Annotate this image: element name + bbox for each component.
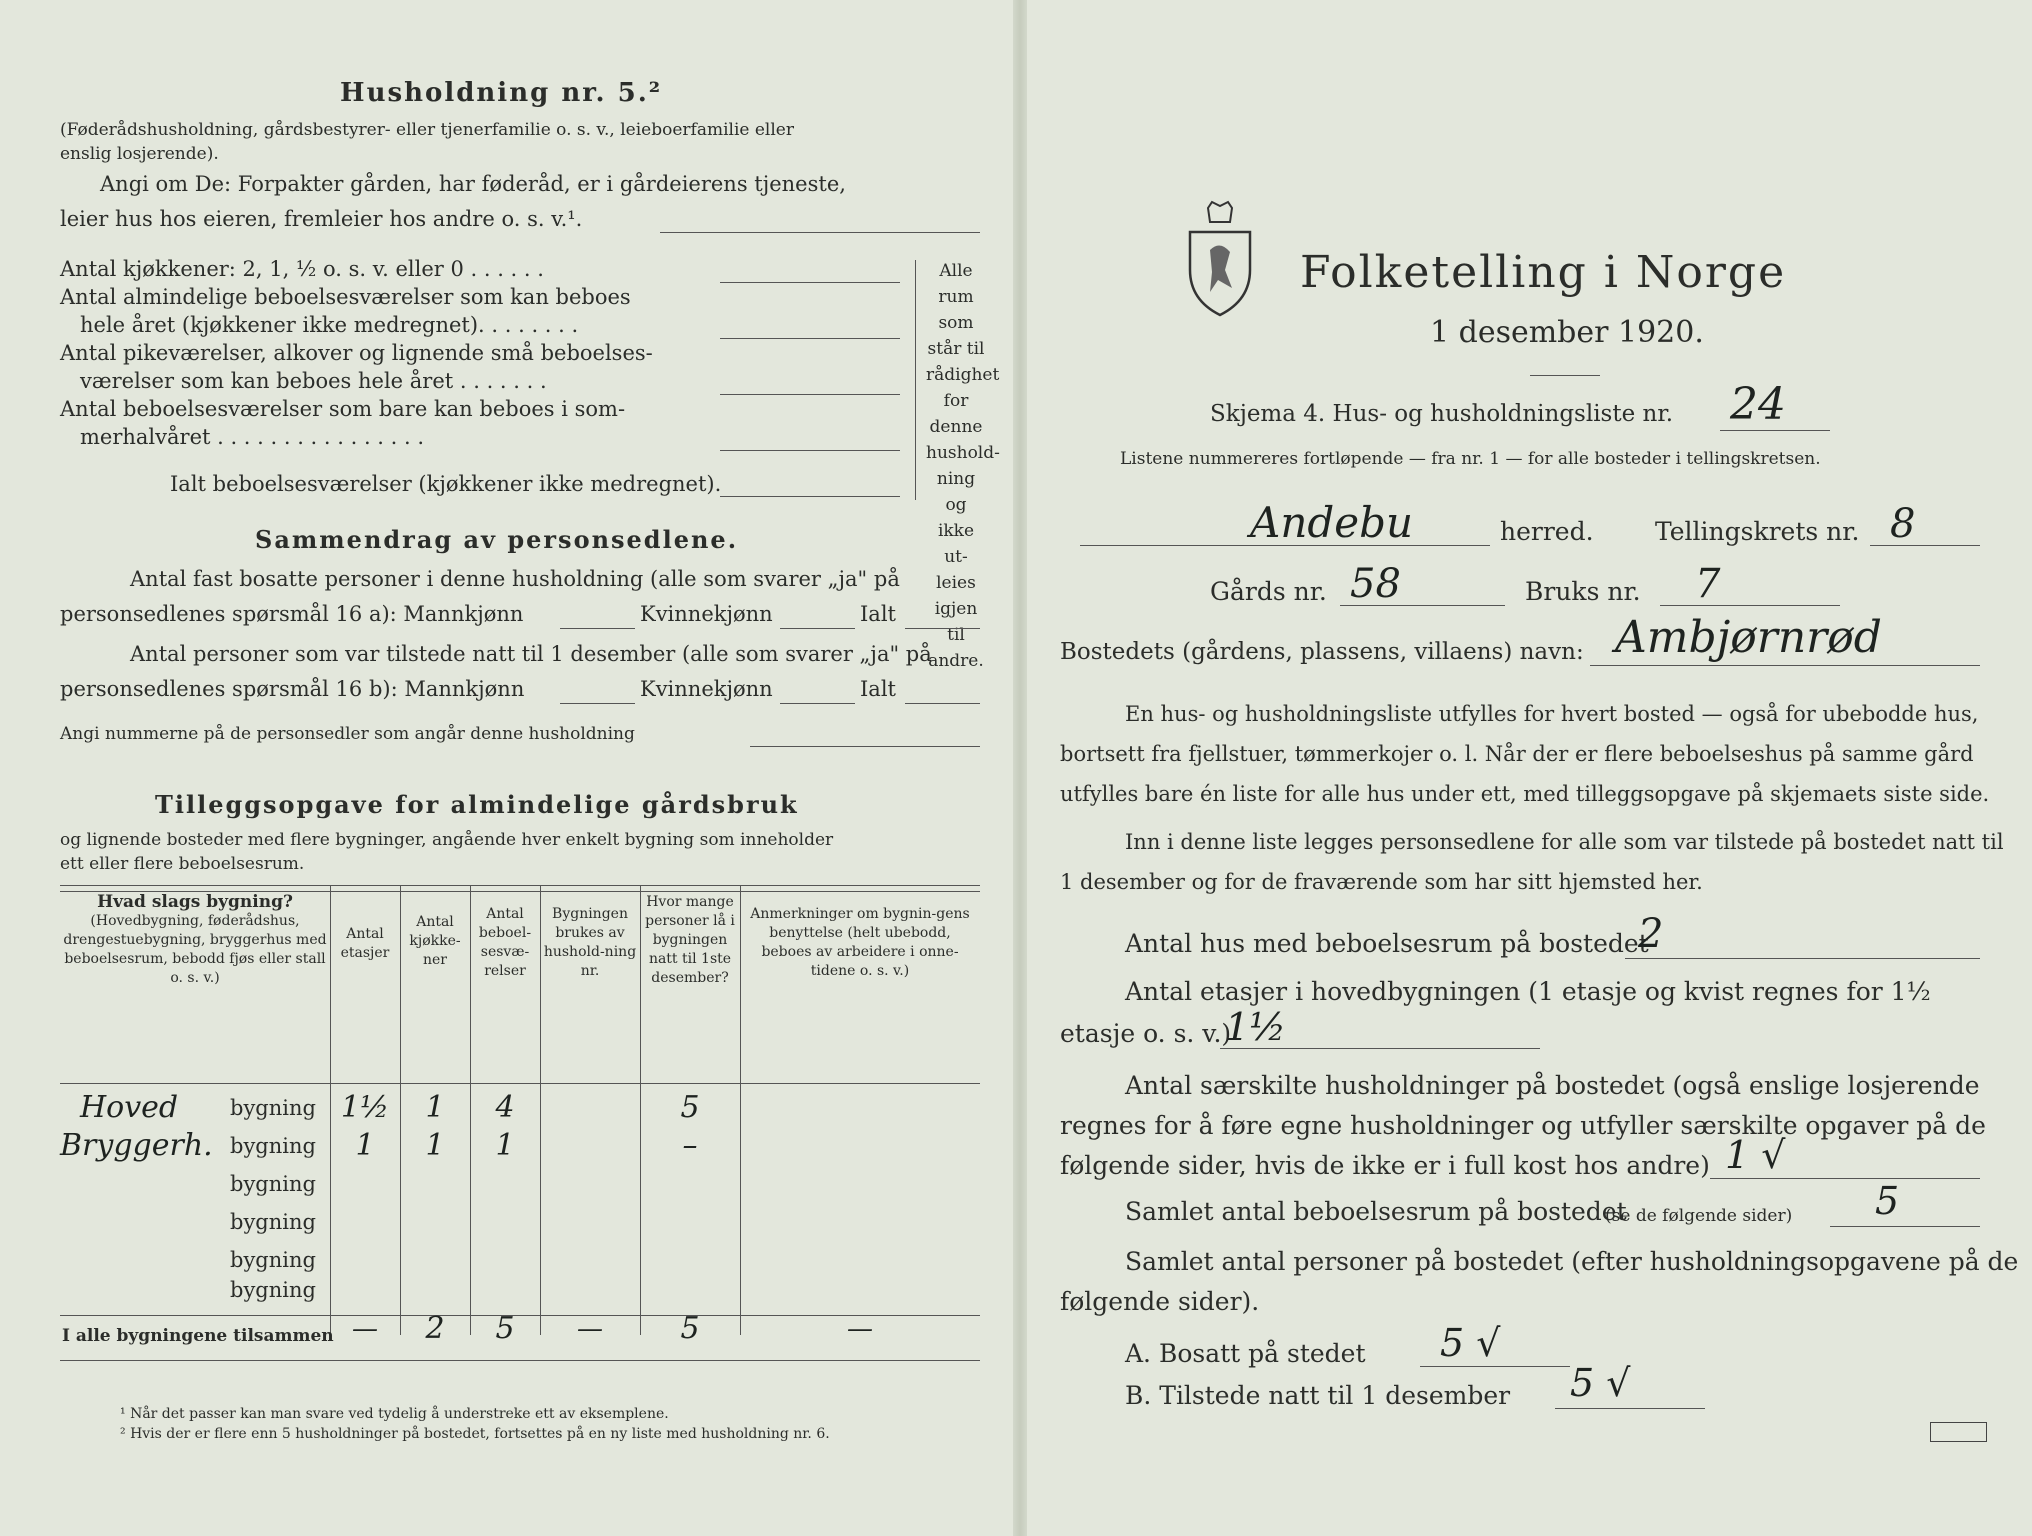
brace-note-line: hushold- <box>926 443 1000 463</box>
hus-value: 2 <box>1638 911 1664 957</box>
skjema-nr-line <box>1720 430 1830 431</box>
tilstede-line <box>1555 1408 1705 1409</box>
herred-line <box>1080 545 1490 546</box>
samlet-pers-line-2: følgende sider). <box>1060 1287 1260 1316</box>
para2-line-1: 1 desember og for de fraværende som har sitt hjemsted her. <box>1060 870 1703 894</box>
samlet-rum-label: Samlet antal beboelsesrum på bostedet <box>1125 1197 1627 1226</box>
angi-line-2: leier hus hos eieren, fremleier hos andre o. s. v.¹. <box>60 207 583 231</box>
header-kjokken: Antal kjøkke-ner <box>409 914 461 968</box>
krets-line <box>1870 545 1980 546</box>
table-row <box>60 1128 980 1166</box>
bruks-value: 7 <box>1695 561 1721 607</box>
gards-line <box>1340 605 1505 606</box>
row-rum: 4 <box>495 1090 515 1125</box>
bosatt-value: 5 √ <box>1440 1321 1501 1365</box>
title-rule <box>1530 375 1600 376</box>
total-kjokken: 2 <box>425 1311 445 1346</box>
sarskilte-line-0: Antal særskilte husholdninger på bostedet (også enslige losjerende <box>1125 1071 1980 1100</box>
etasjer-value: 1½ <box>1225 1005 1287 1049</box>
kvinne-label-1: Kvinnekjønn <box>640 602 773 626</box>
tilstede-label: B. Tilstede natt til 1 desember <box>1125 1381 1511 1410</box>
bosatt-label: A. Bosatt på stedet <box>1125 1339 1366 1368</box>
sarskilte-value: 1 √ <box>1725 1133 1786 1177</box>
krets-value: 8 <box>1890 501 1916 547</box>
room-line-4: værelser som kan beboes hele året . . . . . . . <box>80 369 547 393</box>
header-bygning-title: Hvad slags bygning? <box>97 892 293 912</box>
nummerne-answer-line <box>750 746 980 747</box>
total-anmerkninger: — <box>847 1314 873 1344</box>
left-page <box>60 60 1000 1510</box>
sarskilte-line <box>1710 1178 1980 1179</box>
mann-answer-1 <box>560 628 635 629</box>
ialt-rooms-line: Ialt beboelsesværelser (kjøkkener ikke medregnet). <box>170 472 722 496</box>
page-fold <box>1013 0 1027 1536</box>
sarskilte-line-2: følgende sider, hvis de ikke er i full kost hos andre) <box>1060 1151 1710 1180</box>
skjema-nr: 24 <box>1730 379 1786 430</box>
row-building-name: Bryggerh. <box>60 1128 213 1163</box>
ialt-answer-2 <box>905 703 980 704</box>
hus-line <box>1625 958 1980 959</box>
row-personer: 5 <box>680 1090 700 1125</box>
ialt-answer-1 <box>905 628 980 629</box>
mann-answer-2 <box>560 703 635 704</box>
table-row <box>60 1204 980 1242</box>
ialt-answer-line <box>720 496 900 497</box>
room-line-6: merhalvåret . . . . . . . . . . . . . . . . <box>80 425 425 449</box>
row-personer: – <box>682 1128 698 1163</box>
bosatt-line <box>1420 1366 1570 1367</box>
total-personer: 5 <box>680 1311 700 1346</box>
brace-note <box>926 258 1000 674</box>
krets-label: Tellingskrets nr. <box>1655 517 1860 546</box>
kvinne-answer-1 <box>780 628 855 629</box>
totals-bottom-rule <box>60 1360 980 1361</box>
row-bygning-word: bygning <box>230 1134 316 1158</box>
tillegg-line-2: ett eller flere beboelsesrum. <box>60 854 305 874</box>
etasjer-line-2: etasje o. s. v.) <box>1060 1019 1232 1048</box>
herred-label: herred. <box>1500 517 1594 546</box>
row-rum: 1 <box>495 1128 515 1163</box>
angi-line-1: Angi om De: Forpakter gården, har føderåd, er i gårdeierens tjeneste, <box>100 172 846 196</box>
ialt-label-1: Ialt <box>860 602 896 626</box>
total-rum: 5 <box>495 1311 515 1346</box>
room-line-2: hele året (kjøkkener ikke medregnet). . . . . . . . <box>80 313 579 337</box>
angi-answer-line <box>660 232 980 233</box>
header-husholdning: Bygningen brukes av hushold-ning nr. <box>543 906 637 979</box>
household-title: Husholdning nr. 5.² <box>340 78 663 108</box>
room-line-1: Antal almindelige beboelsesværelser som kan beboes <box>60 285 631 309</box>
brace-note-line: ning og <box>936 469 976 515</box>
total-husholdning: — <box>577 1314 603 1344</box>
sammendrag-line-4: personsedlenes spørsmål 16 b): Mannkjønn <box>60 677 525 701</box>
room-line-3: Antal pikeværelser, alkover og lignende små beboelses- <box>60 341 653 365</box>
footnote-2: ² Hvis der er flere enn 5 husholdninger på bostedet, fortsettes på en ny liste med husholdning nr. 6. <box>120 1426 830 1442</box>
samlet-pers-line-1: Samlet antal personer på bostedet (efter husholdningsopgavene på de <box>1125 1247 2019 1276</box>
samlet-rum-value: 5 <box>1875 1179 1900 1223</box>
skjema-label: Skjema 4. Hus- og husholdningsliste nr. <box>1210 401 1674 427</box>
para1-line-1: bortsett fra fjellstuer, tømmerkojer o. l. Når der er flere beboelseshus på samme gård <box>1060 742 1974 766</box>
brace-note-line: leies igjen <box>934 573 978 619</box>
row-bygning-word: bygning <box>230 1248 316 1272</box>
header-anmerkninger: Anmerkninger om bygnin-gens benyttelse (helt ubebodd, beboes av arbeidere i onne-tidene o. s. v.) <box>750 906 970 979</box>
table-row <box>60 1090 980 1128</box>
brace-note-line: rådighet <box>926 365 1000 385</box>
angi-nummerne: Angi nummerne på de personsedler som angår denne husholdning <box>60 724 635 744</box>
ialt-label-2: Ialt <box>860 677 896 701</box>
header-personer: Hvor mange personer lå i bygningen natt til 1ste desember? <box>645 894 735 986</box>
header-etasjer: Antal etasjer <box>340 926 390 961</box>
kvinne-answer-2 <box>780 703 855 704</box>
samlet-rum-line <box>1830 1226 1980 1227</box>
brace-note-line: for denne <box>929 391 983 437</box>
brace-note-line: Alle rum <box>938 261 974 307</box>
sammendrag-line-1: Antal fast bosatte personer i denne husholdning (alle som svarer „ja" på <box>130 567 900 591</box>
sammendrag-line-3: Antal personer som var tilstede natt til 1 desember (alle som svarer „ja" på <box>130 642 932 666</box>
etasjer-line-1: Antal etasjer i hovedbygningen (1 etasje og kvist regnes for 1½ <box>1125 977 1931 1006</box>
header-bygning-sub: (Hovedbygning, føderådshus, drengestuebygning, bryggerhus med beboelsesrum, bebodd fjøs eller stall o. s. v.) <box>63 913 327 986</box>
etasjer-value-line <box>1220 1048 1540 1049</box>
sammendrag-line-2: personsedlenes spørsmål 16 a): Mannkjønn <box>60 602 524 626</box>
coat-of-arms-icon <box>1180 200 1260 320</box>
row-kjokken: 1 <box>425 1128 445 1163</box>
household-subtitle-2: enslig losjerende). <box>60 144 219 164</box>
para1-line-0: En hus- og husholdningsliste utfylles for hvert bosted — også for ubebodde hus, <box>1125 702 1979 726</box>
form-title: Folketelling i Norge <box>1300 247 1787 298</box>
table-top-rule <box>60 885 980 886</box>
row-building-name: Hoved <box>80 1090 179 1125</box>
herred-value: Andebu <box>1250 498 1414 547</box>
bosted-line <box>1590 665 1980 666</box>
total-etasjer: — <box>352 1314 378 1344</box>
tillegg-title: Tilleggsopgave for almindelige gårdsbruk <box>155 790 799 819</box>
brace-note-line: til andre. <box>928 625 984 671</box>
para2-line-0: Inn i denne liste legges personsedlene for alle som var tilstede på bostedet natt til <box>1125 830 2004 854</box>
pike-answer-line <box>720 394 900 395</box>
table-row <box>60 1242 980 1280</box>
form-date: 1 desember 1920. <box>1430 315 1704 350</box>
bruks-line <box>1660 605 1840 606</box>
row-bygning-word: bygning <box>230 1172 316 1196</box>
kjokken-answer-line <box>720 282 900 283</box>
room-line-0: Antal kjøkkener: 2, 1, ½ o. s. v. eller 0 . . . . . . <box>60 257 544 281</box>
brace-note-line: som står til <box>927 313 985 359</box>
tilstede-value: 5 √ <box>1570 1361 1631 1405</box>
row-bygning-word: bygning <box>230 1096 316 1120</box>
samlet-rum-note: (se de følgende sider) <box>1605 1206 1793 1226</box>
header-bygning <box>60 893 330 988</box>
header-rum: Antal beboel-sesvæ-relser <box>478 906 532 979</box>
table-row <box>60 1280 980 1318</box>
header-bottom-rule <box>60 1083 980 1084</box>
rooms-answer-line <box>720 338 900 339</box>
table-row <box>60 1166 980 1204</box>
row-kjokken: 1 <box>425 1090 445 1125</box>
building-table <box>60 885 980 1335</box>
footnote-1: ¹ Når det passer kan man svare ved tydelig å understreke ett av eksemplene. <box>120 1406 669 1422</box>
household-subtitle: (Føderådshusholdning, gårdsbestyrer- eller tjenerfamilie o. s. v., leieboerfamilie eller <box>60 120 794 140</box>
listene-note: Listene nummereres fortløpende — fra nr. 1 — for alle bosteder i tellingskretsen. <box>1120 449 1821 469</box>
row-etasjer: 1½ <box>340 1090 390 1125</box>
gards-value: 58 <box>1350 561 1401 607</box>
tillegg-line-1: og lignende bosteder med flere bygninger, angående hver enkelt bygning som inneholder <box>60 830 834 850</box>
bosted-label: Bostedets (gårdens, plassens, villaens) navn: <box>1060 639 1584 665</box>
brace-note-line: ikke ut- <box>937 521 975 567</box>
para1-line-2: utfylles bare én liste for alle hus under ett, med tilleggsopgave på skjemaets siste side. <box>1060 782 1990 806</box>
sommer-answer-line <box>720 450 900 451</box>
right-page <box>1060 60 2019 1510</box>
room-line-5: Antal beboelsesværelser som bare kan beboes i som- <box>60 397 626 421</box>
hus-label: Antal hus med beboelsesrum på bostedet <box>1125 929 1649 958</box>
totals-label: I alle bygningene tilsammen <box>62 1326 334 1346</box>
row-bygning-word: bygning <box>230 1278 316 1302</box>
sarskilte-line-1: regnes for å føre egne husholdninger og utfyller særskilte opgaver på de <box>1060 1111 1986 1140</box>
bruks-label: Bruks nr. <box>1525 577 1641 606</box>
gards-label: Gårds nr. <box>1210 577 1327 606</box>
printer-stamp <box>1930 1422 1987 1442</box>
kvinne-label-2: Kvinnekjønn <box>640 677 773 701</box>
sammendrag-title: Sammendrag av personsedlene. <box>255 525 739 554</box>
bosted-value: Ambjørnrød <box>1615 612 1882 663</box>
row-etasjer: 1 <box>355 1128 375 1163</box>
row-bygning-word: bygning <box>230 1210 316 1234</box>
